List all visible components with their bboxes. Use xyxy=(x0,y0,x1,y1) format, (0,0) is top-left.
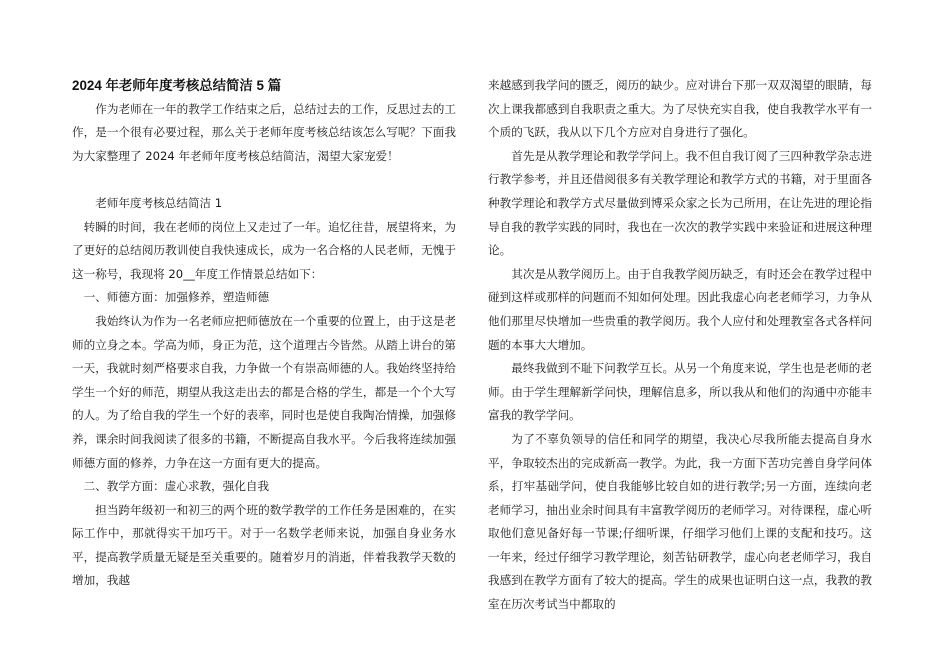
paragraph: 我始终认为作为一名老师应把师德放在一个重要的位置上，由于这是老师的立身之本。学高为师，身正为范，这个道理古今皆然。从踏上讲台的第一天，我就时刻严格要求自我，力争做一个有崇高师德的人。我始终坚持给学生一个好的师范，期望从我这走出去的都是合格的学生，都是一个个大写的人。为了给自我的学生一个好的表率，同时也是使自我陶冶情操，加强修养，课余时间我阅读了很多的书籍，不断提高自我水平。今后我将连续加强师德方面的修养，力争在这一方面有更大的提高。 xyxy=(72,313,456,470)
document-title: 2024 年老师年度考核总结简洁 5 篇 xyxy=(72,78,282,93)
paragraph: 最终我做到不耻下问教学互长。从另一个角度来说，学生也是老师的老师。由于学生理解新学问快，理解信息多，所以我从和他们的沟通中亦能丰富我的教学学问。 xyxy=(488,361,872,423)
paragraph: 其次是从教学阅历上。由于自我教学阅历缺乏，有时还会在教学过程中碰到这样或那样的问题而不知如何处理。因此我虚心向老老师学习，力争从他们那里尽快增加一些贵重的教学阅历。我个人应付和处理教室各式各样问题的本事大大增加。 xyxy=(488,266,872,352)
subheading-teaching: 二、教学方面：虚心求教，强化自我 xyxy=(83,479,270,494)
paragraph: 来越感到我学问的匮乏，阅历的缺少。应对讲台下那一双双渴望的眼睛，每次上课我都感到自我职责之重大。为了尽快充实自我，使自我教学水平有一个质的飞跃，我从以下几个方应对自身进行了强化。 xyxy=(488,78,872,140)
paragraph: 为了不辜负领导的信任和同学的期望，我决心尽我所能去提高自身水平，争取较杰出的完成新高一教学。为此，我一方面下苦功完善自身学问体系，打牢基础学问，使自我能够比较自如的进行教学;另一方面，连续向老老师学习，抽出业余时间具有丰富教学阅历的老师学习。对待课程，虚心听取他们意见备好每一节课;仔细听课，仔细学习他们上课的支配和技巧。这一年来，经过仔细学习教学理论，刻苦钻研教学，虚心向老老师学习，我自我感到在教学方面有了较大的提高。学生的成果也证明白这一点，我教的教室在历次考试当中都取的 xyxy=(488,431,872,612)
paragraph: 首先是从教学理论和教学学问上。我不但自我订阅了三四种教学杂志进行教学参考，并且还借阅很多有关教学理论和教学方式的书籍，对于里面各种教学理论和教学方式尽量做到博采众家之长为己所用，在让先进的理论指导自我的教学实践的同时，我也在一次次的教学实践中来验证和进展这种理论。 xyxy=(488,148,872,258)
paragraph: 担当跨年级初一和初三的两个班的数学教学的工作任务是困难的，在实际工作中，那就得实干加巧干。对于一名数学老师来说，加强自身业务水平，提高教学质量无疑是至关重要的。随着岁月的消逝，伴着我教学天数的增加，我越 xyxy=(72,502,456,588)
intro-paragraph: 作为老师在一年的教学工作结束之后，总结过去的工作，反思过去的工作，是一个很有必要过程，那么关于老师年度考核总结该怎么写呢？下面我为大家整理了 2024 年老师年度考核总结简洁，渴望大家宠爱！ xyxy=(72,101,456,163)
blank-line xyxy=(72,168,456,192)
paragraph: 转瞬的时间，我在老师的岗位上又走过了一年。追忆往昔，展望将来，为了更好的总结阅历教训使自我快速成长，成为一名合格的人民老师，无愧于这一称号，我现将 20__年度工作情景总结如下： xyxy=(72,219,456,281)
subheading-ethics: 一、师德方面：加强修养，塑造师德 xyxy=(83,290,270,305)
section-heading: 老师年度考核总结简洁 1 xyxy=(95,195,223,210)
left-column xyxy=(72,74,456,593)
right-column xyxy=(488,74,872,617)
